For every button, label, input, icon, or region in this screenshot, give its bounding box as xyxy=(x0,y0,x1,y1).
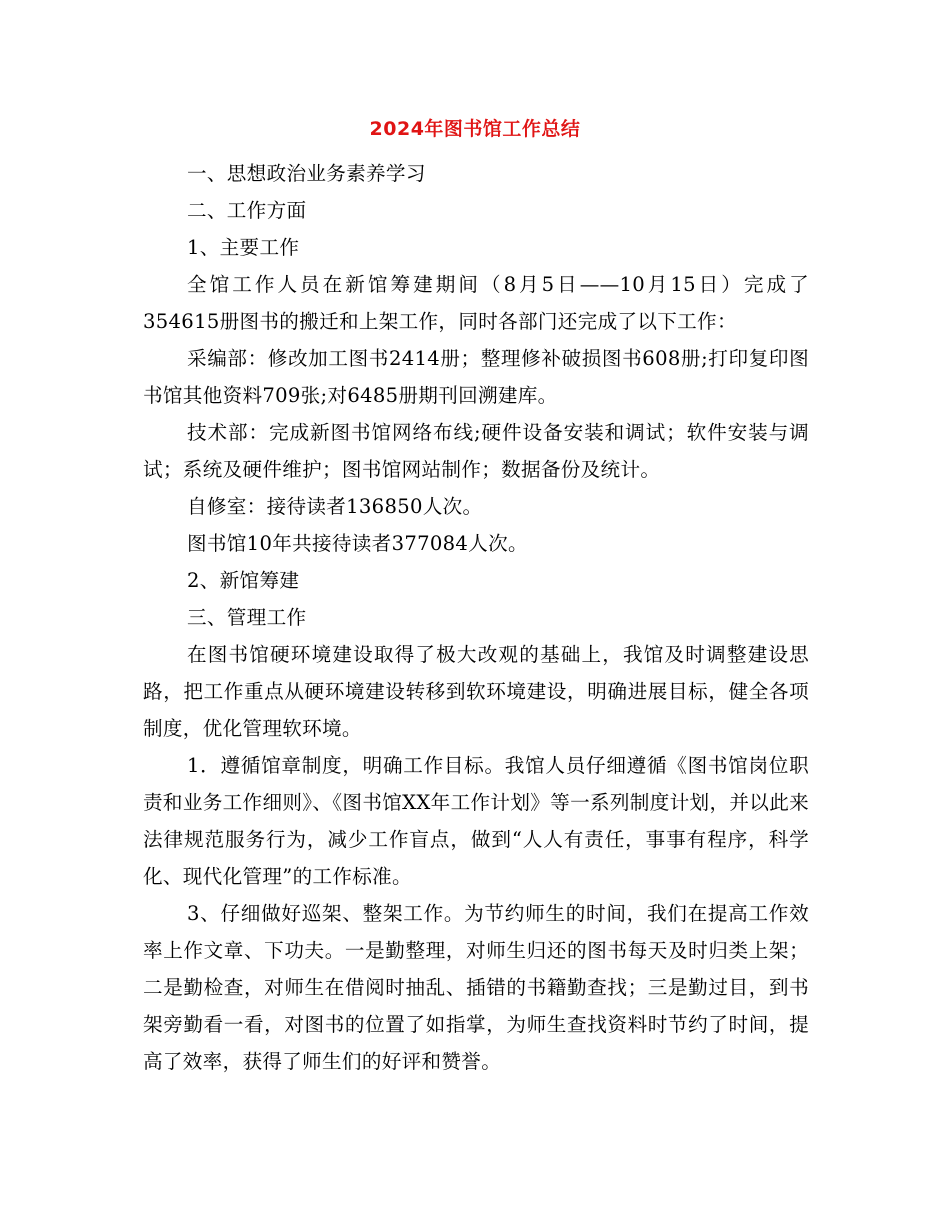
paragraph-management-intro: 在图书馆硬环境建设取得了极大改观的基础上，我馆及时调整建设思路，把工作重点从硬环境建设转移到软环境建设，明确进展目标，健全各项制度，优化管理软环境。 xyxy=(143,643,809,740)
paragraph-tech-dept: 技术部：完成新图书馆网络布线;硬件设备安装和调试；软件安装与调试；系统及硬件维护；图书馆网站制作；数据备份及统计。 xyxy=(143,421,809,481)
heading-new-library: 2、新馆筹建 xyxy=(187,569,300,592)
paragraph-relocation: 全馆工作人员在新馆筹建期间（8月5日——10月15日）完成了354615册图书的搬迁和上架工作，同时各部门还完成了以下工作： xyxy=(143,273,809,333)
document-body xyxy=(143,155,809,1080)
paragraph-total-readers: 图书馆10年共接待读者377084人次。 xyxy=(187,532,528,555)
document-title: 2024年图书馆工作总结 xyxy=(369,118,581,140)
heading-section-1: 一、思想政治业务素养学习 xyxy=(187,162,426,185)
heading-section-3: 三、管理工作 xyxy=(187,606,307,629)
paragraph-acquisition-dept: 采编部：修改加工图书2414册；整理修补破损图书608册;打印复印图书馆其他资料709张;对6485册期刊回溯建库。 xyxy=(143,347,809,407)
paragraph-study-room: 自修室：接待读者136850人次。 xyxy=(187,495,483,518)
paragraph-rules: 1．遵循馆章制度，明确工作目标。我馆人员仔细遵循《图书馆岗位职责和业务工作细则》、《图书馆XX年工作计划》等一系列制度计划，并以此来法律规范服务行为，减少工作盲点，做到“人人有责任，事事有程序，科学化、现代化管理”的工作标准。 xyxy=(143,754,809,888)
heading-section-2: 二、工作方面 xyxy=(187,199,307,222)
heading-main-work: 1、主要工作 xyxy=(187,236,300,259)
paragraph-shelving: 3、仔细做好巡架、整架工作。为节约师生的时间，我们在提高工作效率上作文章、下功夫。一是勤整理，对师生归还的图书每天及时归类上架；二是勤检查，对师生在借阅时抽乱、插错的书籍勤查找；三是勤过目，到书架旁勤看一看，对图书的位置了如指掌，为师生查找资料时节约了时间，提高了效率，获得了师生们的好评和赞誉。 xyxy=(143,902,809,1073)
